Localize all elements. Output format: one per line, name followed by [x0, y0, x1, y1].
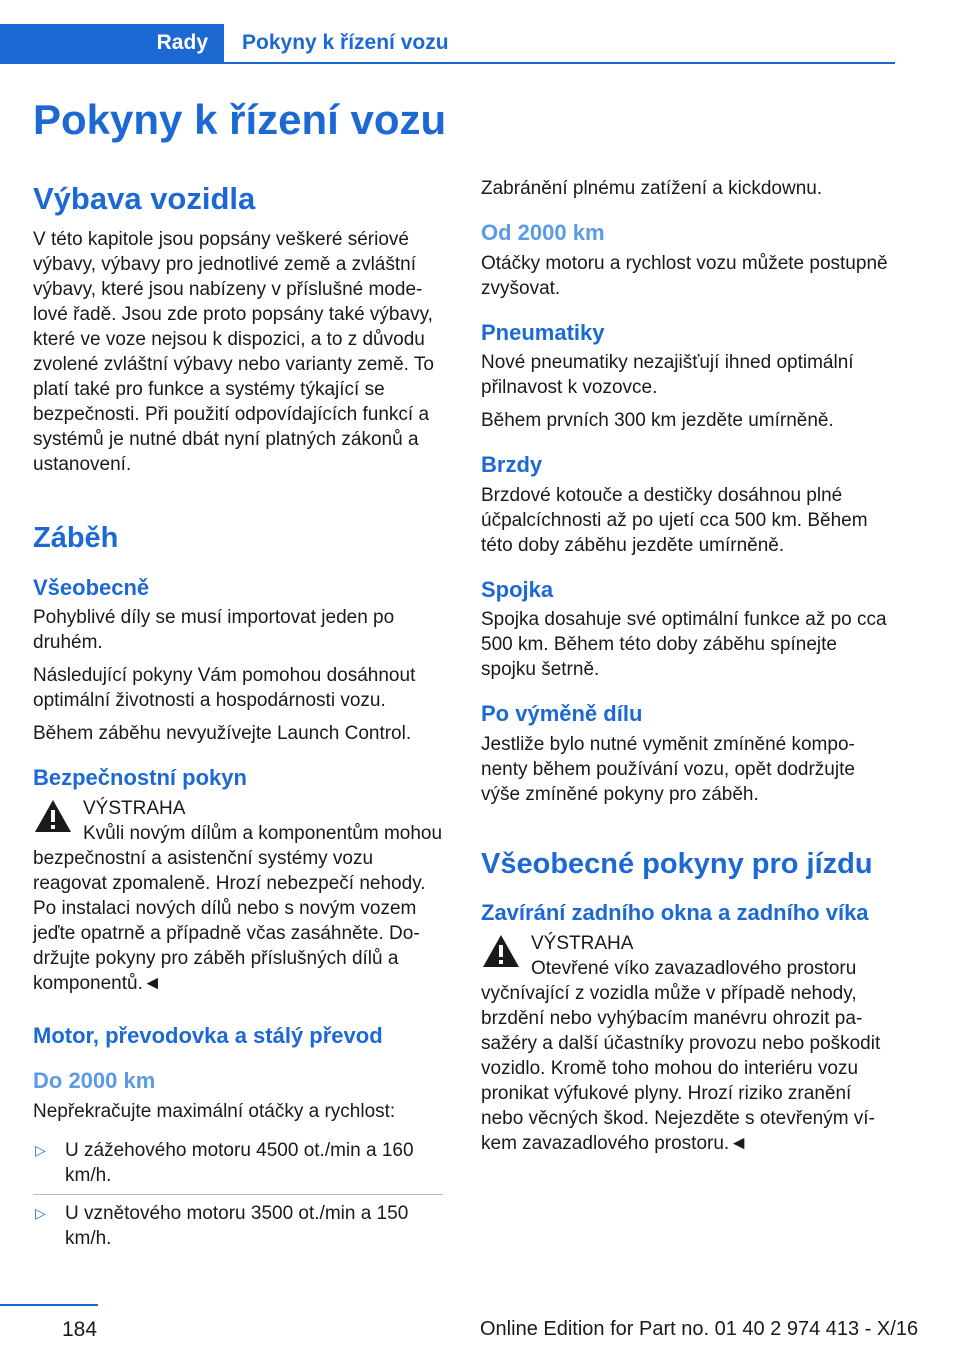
heading-vymena: Po výměně dílu	[481, 701, 643, 726]
heading-vseobecne: Všeobecně	[33, 574, 150, 600]
paragraph-do-2000: Nepřekračujte maximální otáčky a rychlost:	[33, 1100, 396, 1122]
paragraph-pneumatiky-2: Během prvních 300 km jezděte umírněně.	[481, 410, 834, 431]
right-column	[481, 176, 891, 1164]
warning-text: Otevřené víko zavazadlového prostoru vyčnívající z vozidla může v případě nehody, brzdění nebo vyhýbacím manévru ohrozit pasažéry a další účastníky provozu nebo poškodit vozidlo. Kromě toho mohou do interiéru vozu pronikat výfukové plyny. Hrozí riziko zranění nebo věcných škod. Nejezděte s otevřeným víkem zavazadlového prostoru.◄	[481, 957, 881, 1154]
heading-pneumatiky: Pneumatiky	[481, 319, 605, 345]
heading-zabeh: Záběh	[33, 522, 119, 555]
list-item: ▷ U vznětového motoru 3500 ot./min a 150 km/h.	[33, 1195, 443, 1257]
footer-rule	[0, 1304, 98, 1306]
paragraph-vseobecne-2: Následující pokyny Vám pomohou dosáhnout optimální životnosti a hospodárnosti vozu.	[33, 665, 416, 712]
warning-label: VÝSTRAHA	[83, 797, 186, 819]
warning-block	[481, 931, 891, 1156]
paragraph-brzdy: Brzdové kotouče a destičky dosáhnou plné účpalcíchnosti až po ujetí cca 500 km. Během této doby záběhu jezděte umírněně.	[481, 484, 868, 556]
warning-text: Kvůli novým dílům a komponentům mohou bezpečnostní a asistenční systémy vozu reagovat zpomaleně. Hrozí nebezpečí nehody. Po instalaci nových dílů nebo s novým vozem jeďte opatrně a případně včas zasáhněte. Dodržujte pokyny pro záběh příslušných dílů a komponentů.◄	[33, 822, 443, 994]
warning-triangle-icon	[481, 933, 521, 969]
left-column	[33, 180, 443, 1257]
page-number: 184	[62, 1318, 98, 1341]
paragraph-od-2000: Otáčky motoru a rychlost vozu můžete postupně zvyšovat.	[481, 252, 888, 299]
footer-edition: Online Edition for Part no. 01 40 2 974 413 - X/16	[480, 1318, 919, 1340]
heading-bezpecnost: Bezpečnostní pokyn	[33, 765, 247, 791]
header-section-name: Pokyny k řízení vozu	[242, 31, 449, 54]
heading-do-2000: Do 2000 km	[33, 1068, 156, 1094]
warning-block	[33, 796, 443, 996]
paragraph-intro: Zabránění plnému zatížení a kickdownu.	[481, 178, 823, 199]
heading-brzdy: Brzdy	[481, 452, 543, 477]
heading-vybava: Výbava vozidla	[33, 181, 256, 216]
running-header	[0, 24, 895, 64]
paragraph-vseobecne-1: Pohyblivé díly se musí importovat jeden po druhém.	[33, 607, 395, 654]
heading-od-2000: Od 2000 km	[481, 220, 605, 245]
paragraph-vymena: Jestliže bylo nutné vyměnit zmíněné komponenty během používání vozu, opět dodržujte výše zmíněné pokyny pro záběh.	[481, 733, 855, 805]
warning-triangle-icon	[33, 798, 73, 834]
bullet-list	[33, 1132, 443, 1257]
heading-okno: Zavírání zadního okna a zadního víka	[481, 900, 869, 926]
list-item: ▷ U zážehového motoru 4500 ot./min a 160 km/h.	[33, 1132, 443, 1195]
warning-label: VÝSTRAHA	[531, 932, 634, 954]
page-title: Pokyny k řízení vozu	[33, 96, 447, 143]
paragraph-vybava: V této kapitole jsou popsány veškeré sériové výbavy, výbavy pro jednotlivé země a zvláštní výbavy, které jsou nabízeny v příslušné modelové řadě. Jsou zde proto popsány také výbavy, které ve voze nejsou k dispozici, a to z důvodu zvolené zvláštní výbavy nebo varianty země. To platí také pro funkce a systémy týkající se bezpečnosti. Při použití odpovídajících funkcí a systémů je nutné dbát nyní platných zákonů a ustanovení.	[33, 229, 434, 476]
paragraph-spojka: Spojka dosahuje své optimální funkce až po cca 500 km. Během této doby záběhu spínejte spojku šetrně.	[481, 609, 887, 680]
heading-spojka: Spojka	[481, 576, 554, 602]
heading-motor: Motor, převodovka a stálý převod	[33, 1022, 383, 1048]
header-chapter-tab: Rady	[0, 24, 224, 62]
paragraph-vseobecne-3: Během záběhu nevyužívejte Launch Control.	[33, 723, 412, 745]
paragraph-pneumatiky-1: Nové pneumatiky nezajišťují ihned optimální přilnavost k vozovce.	[481, 352, 854, 398]
heading-jizda: Všeobecné pokyny pro jízdu	[481, 847, 873, 880]
